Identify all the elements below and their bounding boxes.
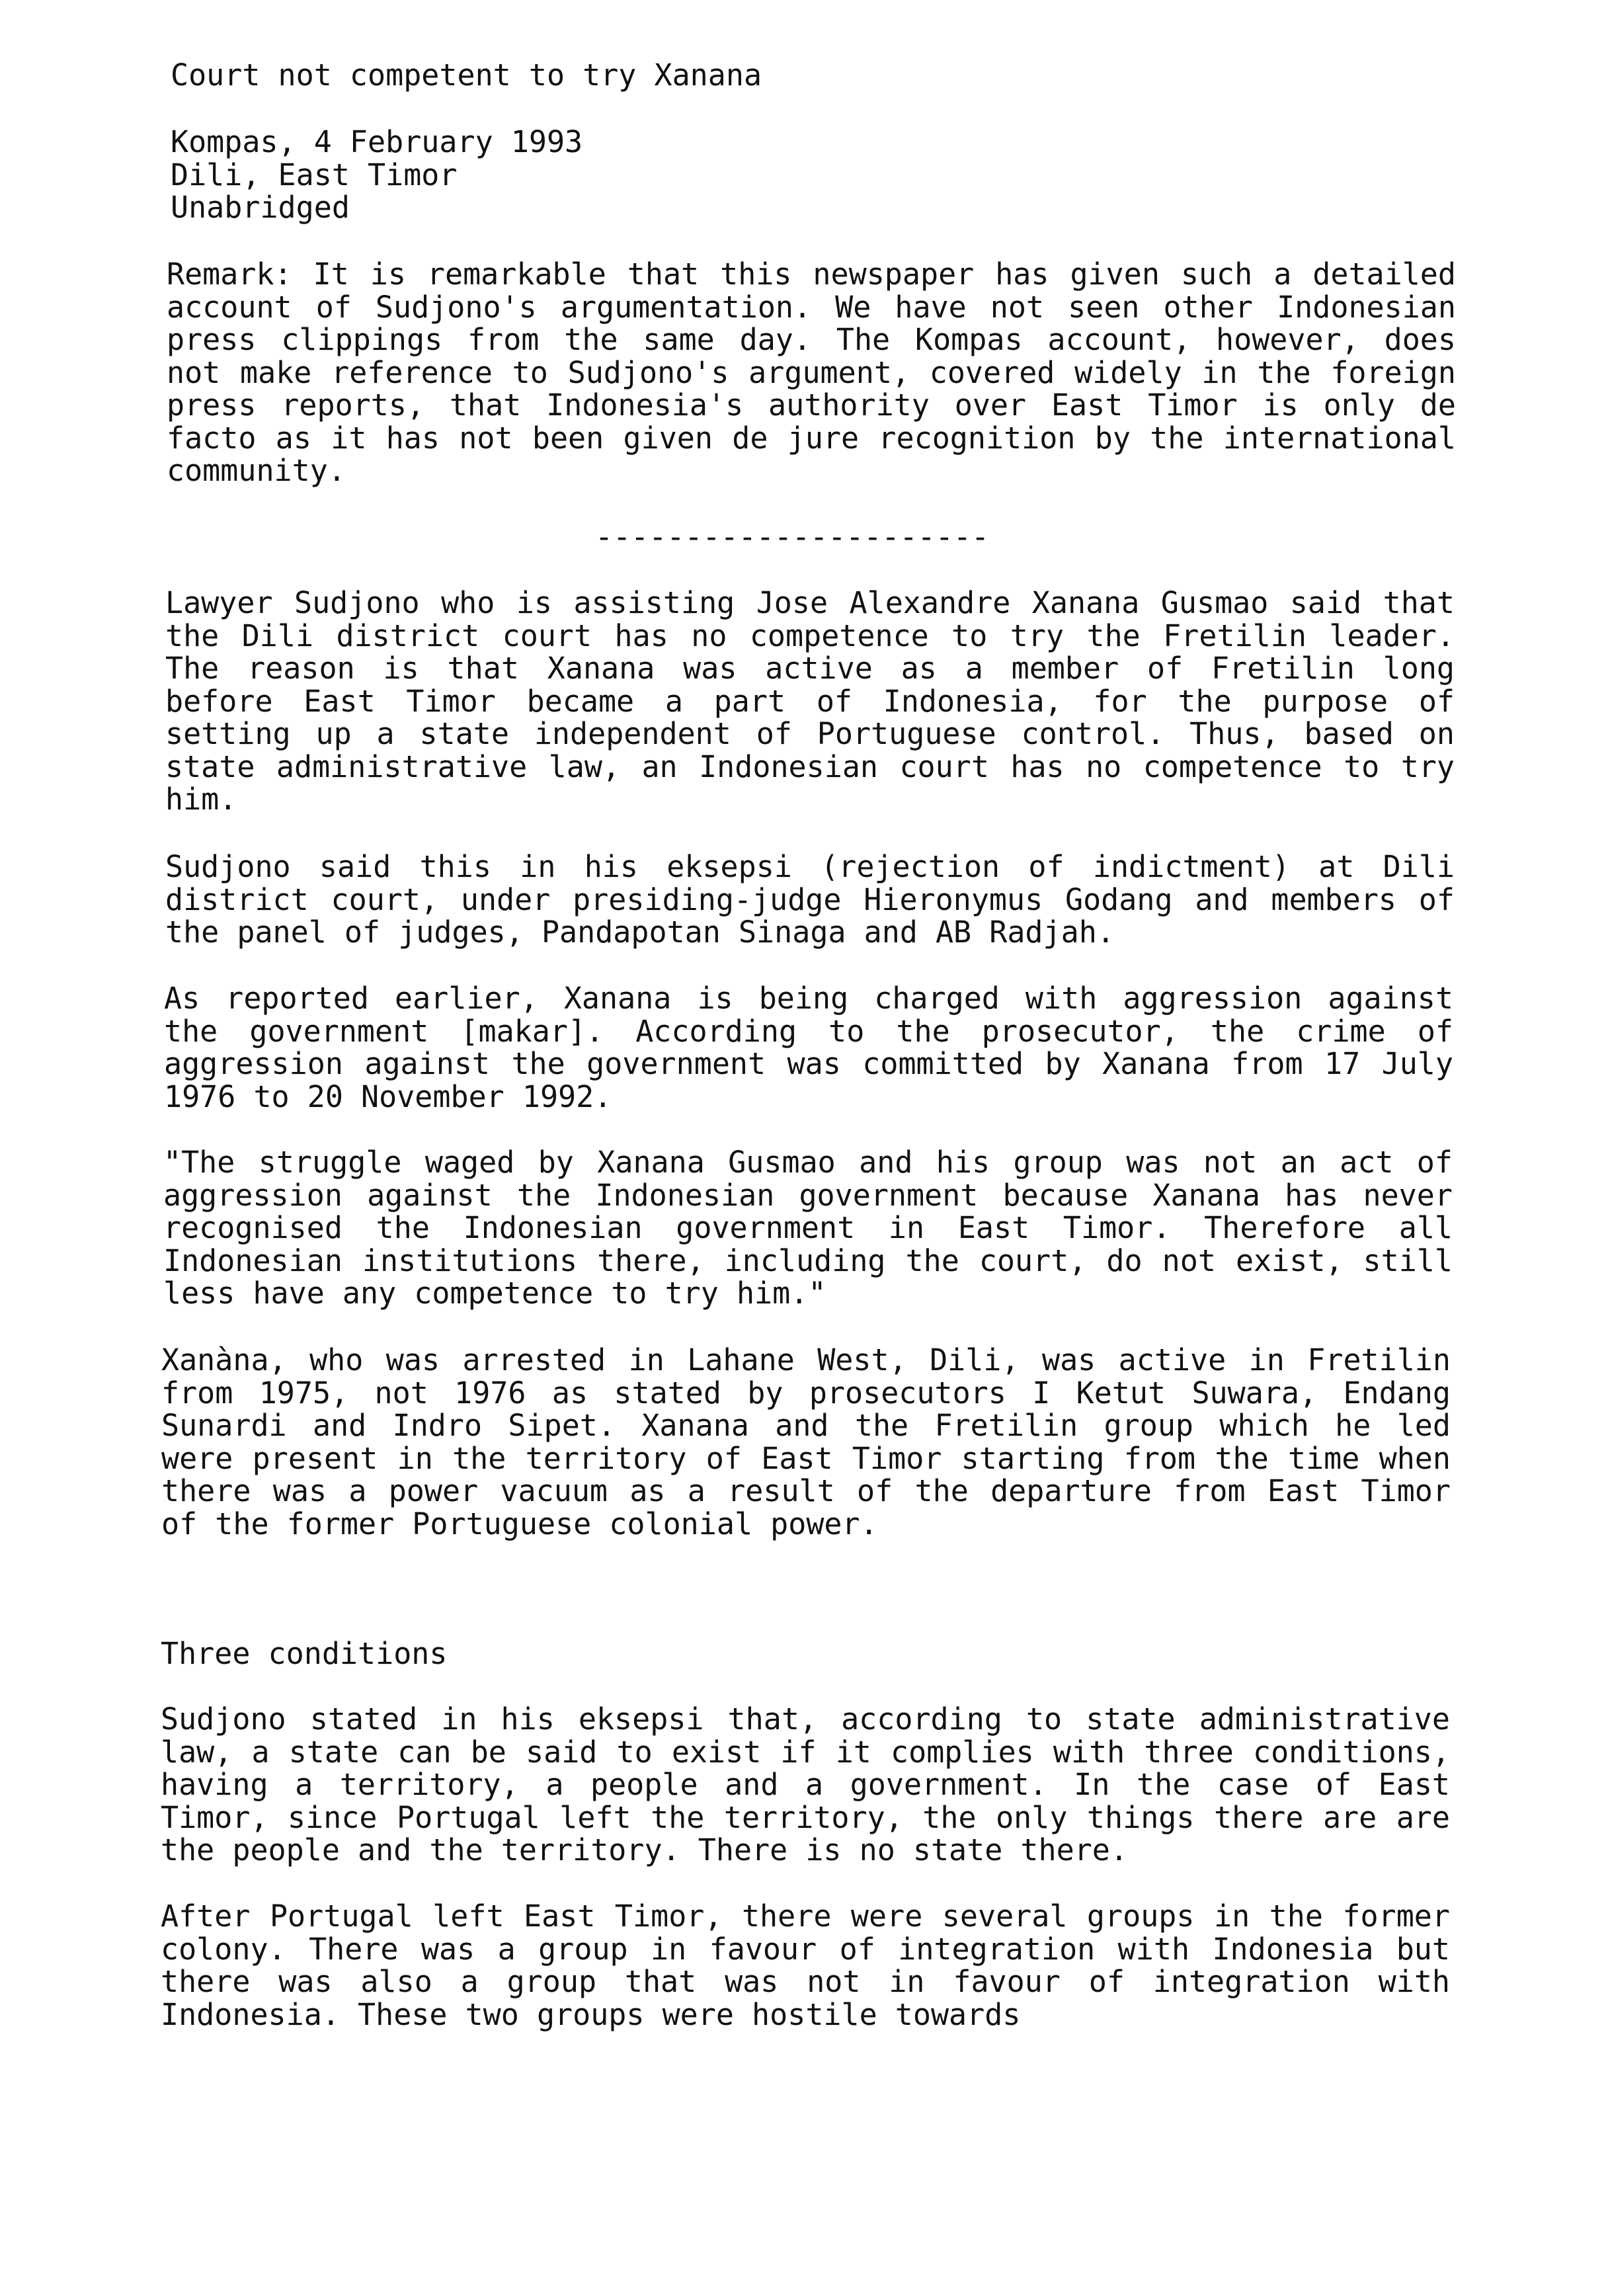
body-paragraph: Xanàna, who was arrested in Lahane West, Dili, was active in Fretilin from 1975, not 1976 as stated by prosecutors I Ketut Suwara, Endang Sunardi and Indro Sipet. Xanana and the Fretilin group which he led were present in the territory of East Timor starting from the time when there was a power vacuum as a result of the departure from East Timor of the former Portuguese colonial power. <box>161 1342 1451 1541</box>
body-paragraph: Sudjono said this in his eksepsi (rejection of indictment) at Dili district court, under presiding-judge Hieronymus Godang and members of the panel of judges, Pandapotan Sinaga and AB Radjah. <box>165 849 1455 950</box>
remark-paragraph: Remark: It is remarkable that this newspaper has given such a detailed account of Sudjono's argumentation. We have not seen other Indonesian press clippings from the same day. The Kompas account, however, does not make reference to Sudjono's argument, covered widely in the foreign press reports, that Indonesia's authority over East Timor is only de facto as it has not been given de jure recognition by the international community. <box>167 257 1456 488</box>
dateline: Kompas, 4 February 1993 Dili, East Timor Unabridged <box>171 124 583 225</box>
section-heading: Three conditions <box>161 1636 448 1671</box>
section-paragraph: Sudjono stated in his eksepsi that, according to state administrative law, a state can be said to exist if it complies with three conditions, having a territory, a people and a government. In the case of East Timor, since Portugal left the territory, the only things there are are the people and the territory. There is no state there. <box>161 1702 1450 1867</box>
body-paragraph: As reported earlier, Xanana is being charged with aggression against the government [makar]. According to the prosecutor, the crime of aggression against the government was committed by Xanana from 17 July 1976 to 20 November 1992. <box>164 981 1453 1114</box>
body-paragraph: Lawyer Sudjono who is assisting Jose Alexandre Xanana Gusmao said that the Dili district court has no competence to try the Fretilin leader. The reason is that Xanana was active as a member of Fretilin long before East Timor became a part of Indonesia, for the purpose of setting up a state independent of Portuguese control. Thus, based on state administrative law, an Indonesian court has no competence to try him. <box>165 585 1455 817</box>
separator-line: ---------------------- <box>595 519 990 554</box>
document-title: Court not competent to try Xanana <box>171 58 762 93</box>
section-paragraph: After Portugal left East Timor, there were several groups in the former colony. There was a group in favour of integration with Indonesia but there was also a group that was not in favour of integration with Indonesia. These two groups were hostile towards <box>161 1899 1450 2032</box>
quote-paragraph: "The struggle waged by Xanana Gusmao and his group was not an act of aggression against the Indonesian government because Xanana has never recognised the Indonesian government in East Timor. Therefore all Indonesian institutions there, including the court, do not exist, still less have any competence to try him." <box>163 1145 1453 1311</box>
